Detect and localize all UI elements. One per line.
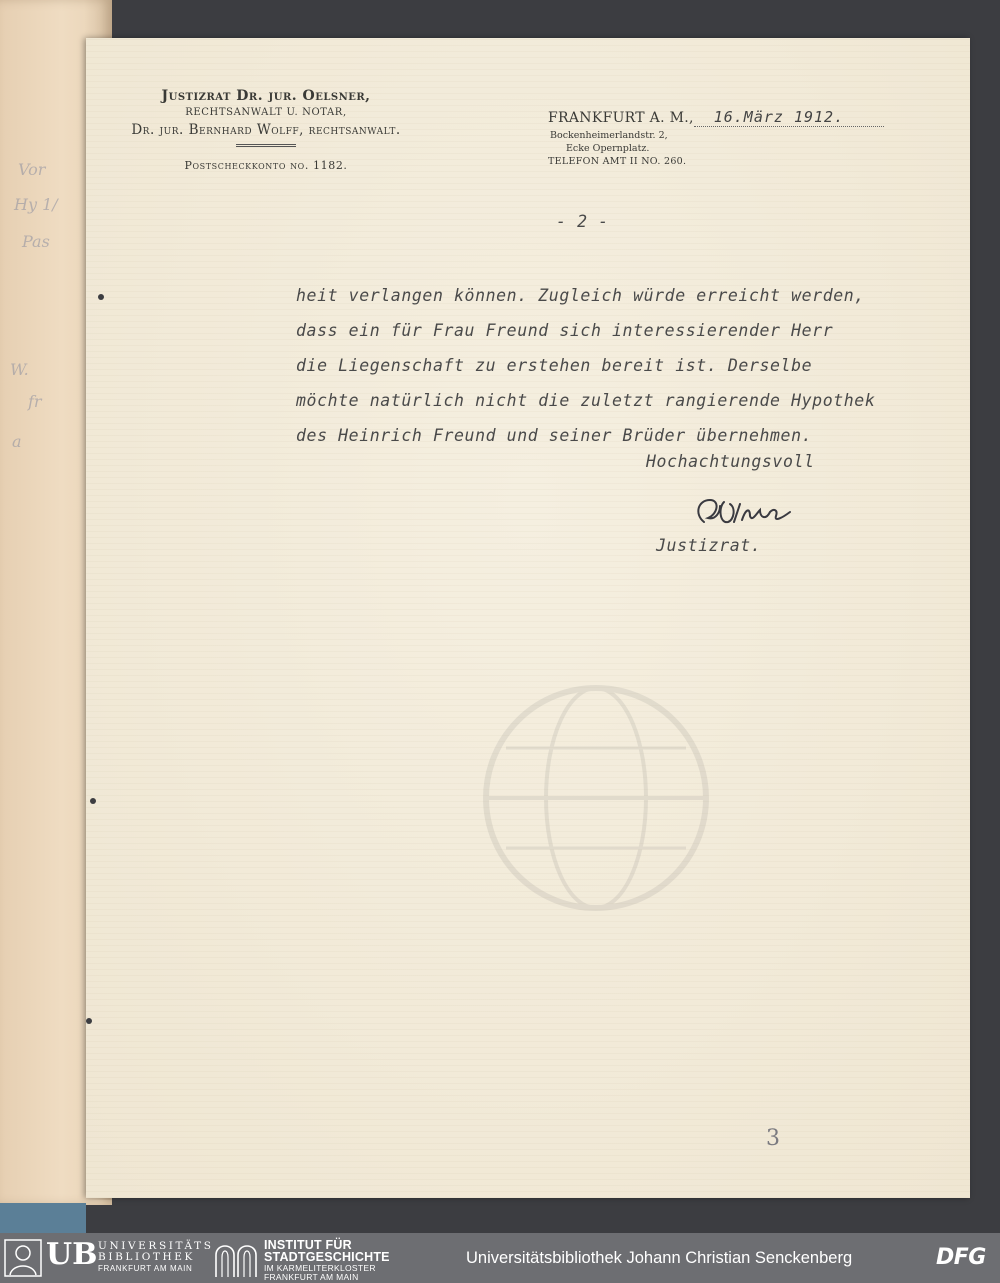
dfg-logo: DFG	[936, 1245, 986, 1270]
handwriting-fragment: Vor	[18, 160, 46, 179]
letterhead-city-date	[548, 108, 884, 127]
ub-logo-text: UB	[46, 1237, 98, 1272]
pencil-page-mark: 3	[766, 1126, 780, 1151]
punch-hole	[90, 798, 96, 804]
handwriting-fragment: Hy 1/	[14, 195, 58, 214]
footer-library-name: Universitätsbibliothek Johann Christian Senckenberg	[466, 1249, 853, 1267]
ub-logo-name	[98, 1241, 214, 1274]
letterhead-title: RECHTSANWALT U. NOTAR,	[185, 107, 347, 118]
ub-name-line: UNIVERSITÄTS	[98, 1240, 214, 1252]
letterhead-postal-account: Postscheckkonto no. 1182.	[184, 159, 348, 172]
letterhead-city: FRANKFURT A. M.,	[548, 110, 694, 126]
punch-hole	[98, 294, 104, 300]
letter-date: 16.März 1912.	[694, 108, 884, 127]
isg-arches-icon	[214, 1241, 258, 1277]
signature-title: Justizrat.	[656, 536, 762, 555]
letterhead-left	[86, 88, 446, 172]
letter-body	[296, 278, 875, 453]
handwriting-fragment: Pas	[22, 232, 50, 251]
folder-strip	[0, 1203, 86, 1233]
letterhead-address	[548, 129, 884, 155]
isg-logo-subtitle	[264, 1264, 376, 1281]
isg-sub-line: IM KARMELITERKLOSTER	[264, 1263, 376, 1273]
ub-portrait-icon	[4, 1239, 42, 1277]
isg-sub-line: FRANKFURT AM MAIN	[264, 1271, 359, 1282]
body-line: dass ein für Frau Freund sich interessierender Herr	[296, 321, 834, 340]
letterhead-divider	[236, 144, 296, 147]
handwriting-fragment: a	[12, 432, 22, 451]
letterhead-address-line: Bockenheimerlandstr. 2,	[550, 130, 668, 141]
isg-logo-name	[264, 1239, 390, 1263]
letterhead-phone: TELEFON AMT II NO. 260.	[548, 156, 687, 167]
ub-name-line: FRANKFURT AM MAIN	[98, 1264, 193, 1273]
letterhead-partner: Dr. jur. Bernhard Wolff, rechtsanwalt.	[131, 122, 401, 138]
handwritten-signature	[690, 494, 810, 534]
footer-bar	[0, 1233, 1000, 1283]
handwriting-fragment: W.	[10, 360, 29, 379]
letterhead-address-line: Ecke Opernplatz.	[566, 143, 650, 154]
body-line: möchte natürlich nicht die zuletzt rangierende Hypothek	[296, 391, 876, 410]
body-line: die Liegenschaft zu erstehen bereit ist. Derselbe	[296, 356, 813, 375]
punch-hole	[86, 1018, 92, 1024]
letter-sheet	[86, 38, 970, 1198]
watermark-stamp	[466, 658, 786, 978]
ub-name-line: BIBLIOTHEK	[98, 1251, 195, 1263]
isg-name-line: INSTITUT FÜR	[264, 1238, 352, 1252]
isg-name-line: STADTGESCHICHTE	[264, 1250, 390, 1264]
body-line: heit verlangen können. Zugleich würde erreicht werden,	[296, 286, 865, 305]
handwriting-fragment: fr	[28, 392, 42, 411]
letter-closing: Hochachtungsvoll	[646, 452, 815, 471]
letterhead-right	[548, 108, 884, 167]
letterhead-firm-name: Justizrat Dr. jur. Oelsner,	[161, 88, 371, 104]
page-number: - 2 -	[556, 212, 609, 231]
body-line: des Heinrich Freund und seiner Brüder übernehmen.	[296, 426, 813, 445]
